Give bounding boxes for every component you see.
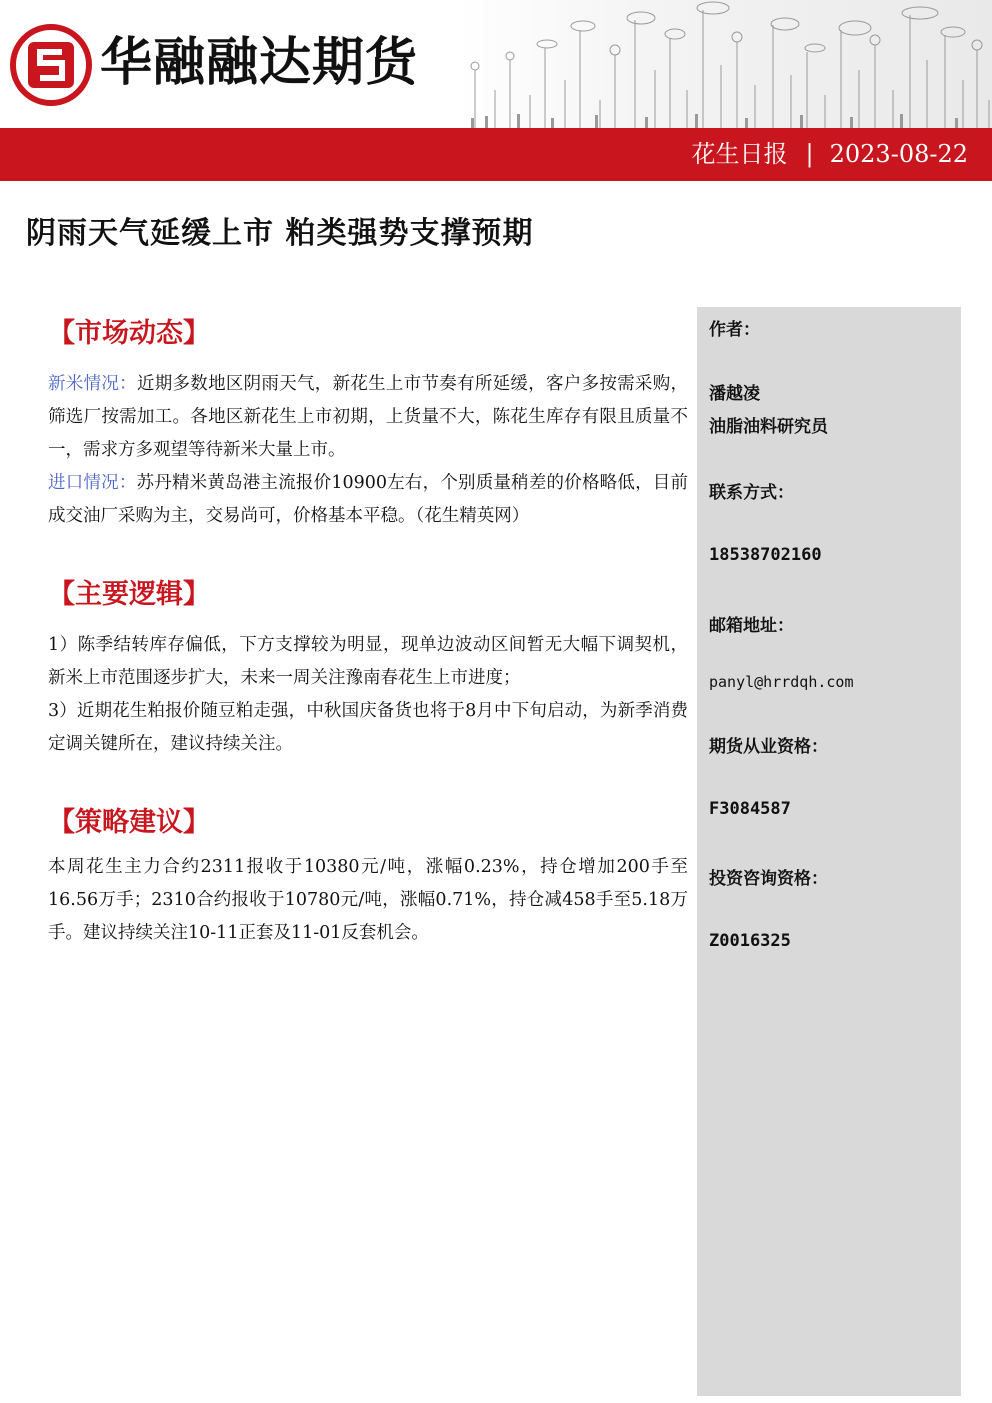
decorative-lines-graphic	[455, 0, 992, 128]
logic-point-3: 3）近期花生粕报价随豆粕走强，中秋国庆备货也将于8月中下旬启动，为新季消费定调关键所在，建议持续关注。	[48, 701, 688, 754]
market-new-rice-paragraph	[48, 368, 688, 467]
section-heading-market: 【市场动态】	[48, 318, 210, 349]
report-banner	[0, 128, 992, 181]
header-decoration	[455, 0, 992, 128]
main-content	[48, 312, 688, 950]
contact-label: 联系方式：	[709, 483, 794, 503]
section-heading-logic: 【主要逻辑】	[48, 579, 210, 610]
banner-info	[692, 128, 968, 181]
phone-number: 18538702160	[709, 545, 822, 565]
new-rice-text: 近期多数地区阴雨天气，新花生上市节奏有所延缓，客户多按需采购，筛选厂按需加工。各地区新花生上市初期，上货量不大，陈花生库存有限且质量不一，需求方多观望等待新米大量上市。	[48, 374, 689, 460]
new-rice-label: 新米情况：	[48, 374, 137, 394]
author-label: 作者：	[709, 320, 760, 340]
license-number: F3084587	[709, 799, 791, 819]
strategy-paragraph: 本周花生主力合约2311报收于10380元/吨，涨幅0.23%，持仓增加200手至16.56万手；2310合约报收于10780元/吨，涨幅0.71%，持仓减458手至5.18万手。建议持续关注10-11正套及11-01反套机会。	[48, 857, 688, 943]
report-date: 2023-08-22	[829, 140, 968, 168]
email-address[interactable]: panyl@hrrdqh.com	[709, 673, 854, 691]
import-text: 苏丹精米黄岛港主流报价10900左右，个别质量稍差的价格略低，目前成交油厂采购为主，交易尚可，价格基本平稳。（花生精英网）	[48, 473, 689, 526]
author-sidebar	[697, 307, 961, 1396]
author-title: 油脂油料研究员	[709, 417, 828, 437]
header	[0, 0, 992, 128]
market-import-paragraph	[48, 467, 688, 533]
report-type: 花生日报	[691, 140, 788, 168]
email-label: 邮箱地址：	[709, 616, 794, 636]
license-label: 期货从业资格：	[709, 737, 828, 757]
page-title: 阴雨天气延缓上市 粕类强势支撑预期	[26, 216, 534, 251]
company-logo-icon	[10, 24, 92, 106]
section-heading-strategy: 【策略建议】	[48, 807, 210, 838]
advisory-number: Z0016325	[709, 931, 791, 951]
banner-separator: |	[805, 140, 814, 168]
import-label: 进口情况：	[48, 473, 137, 493]
logic-point-1: 1）陈季结转库存偏低，下方支撑较为明显，现单边波动区间暂无大幅下调契机，新米上市范围逐步扩大，未来一周关注豫南春花生上市进度；	[48, 635, 688, 688]
author-name: 潘越凌	[709, 384, 760, 404]
company-name: 华融融达期货	[100, 33, 419, 93]
advisory-label: 投资咨询资格：	[709, 869, 828, 889]
